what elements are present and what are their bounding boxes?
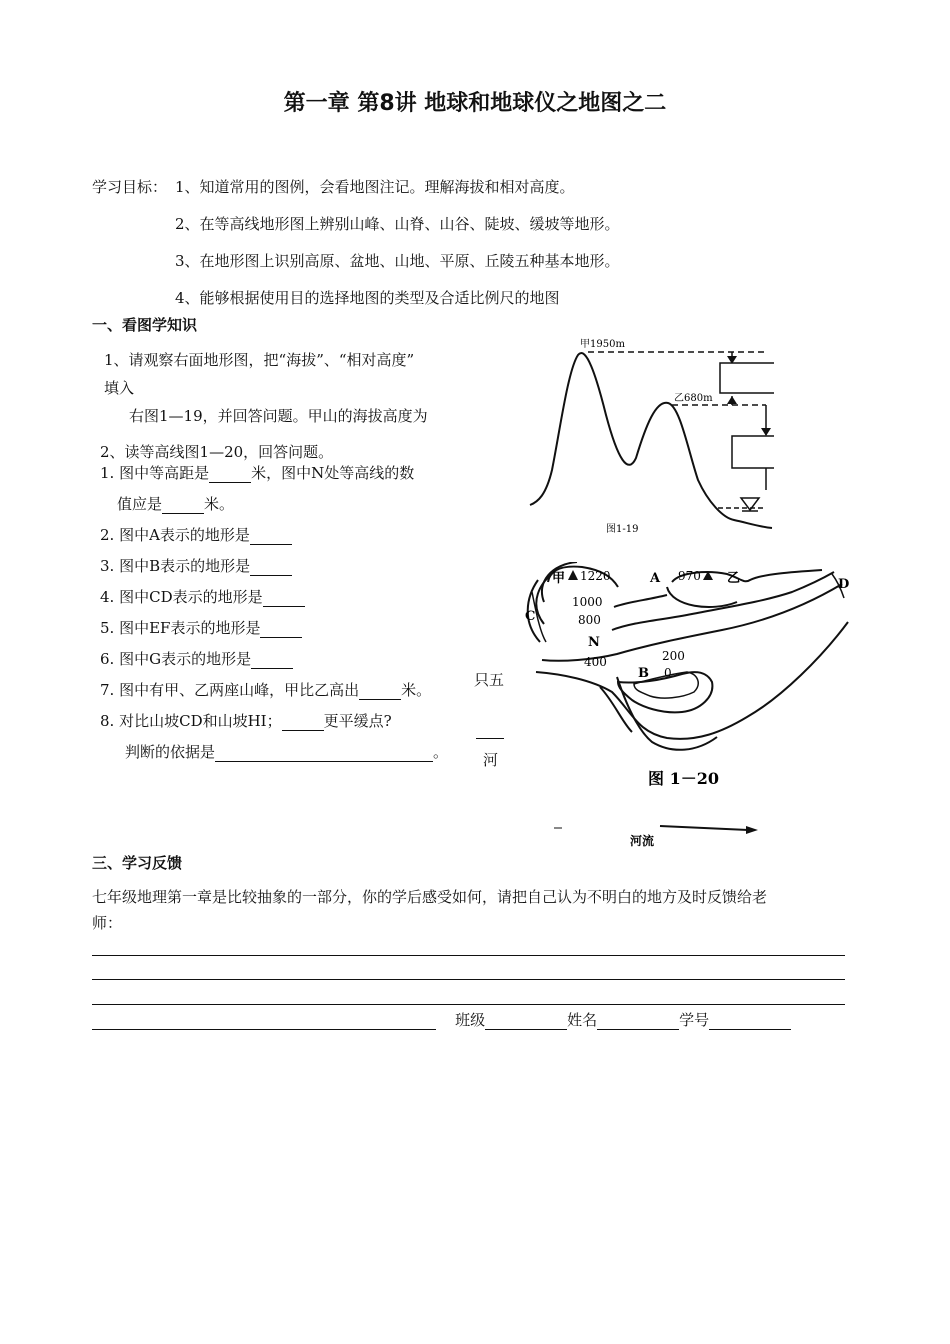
sub-question-1: 1. 图中等高距是 米，图中N处等高线的数 [100, 464, 415, 482]
q1-line2: 填入 [104, 379, 135, 397]
map-label-b: B [638, 666, 649, 681]
river-legend-arrow [660, 826, 748, 830]
student-info-row [92, 1010, 791, 1030]
section-three-heading: 三、学习反馈 [92, 854, 183, 872]
map-label-c: C [525, 609, 536, 624]
name-field[interactable] [597, 1013, 679, 1030]
sub-question-6: 6. 图中G表示的地形是 [100, 649, 293, 669]
figure-1-19-caption: 图1-19 [606, 524, 639, 535]
feedback-line-1[interactable] [92, 955, 845, 956]
feedback-line-4[interactable] [92, 1013, 436, 1030]
name-label: 姓名 [567, 1011, 598, 1029]
goals-prefix: 学习目标： [92, 178, 168, 196]
goal-item-4: 4、能够根据使用目的选择地图的类型及合适比例尺的地图 [175, 289, 560, 307]
class-label: 班级 [455, 1011, 486, 1029]
feedback-line-2[interactable] [92, 979, 845, 980]
peak-jia-icon [568, 570, 578, 580]
cut-fragment-2: 河 [483, 751, 499, 769]
peak-yi-label: 乙680m [674, 393, 713, 404]
sub-question-3: 3. 图中B表示的地形是 [100, 556, 292, 576]
map-label-jia: 甲 [552, 571, 566, 586]
relative-height-arrow-head [761, 428, 771, 436]
q1-line3: 右图1—19，并回答问题。甲山的海拔高度为 [129, 407, 428, 425]
cut-fragment-1: 只五 [474, 671, 504, 689]
cut-fragment-line [476, 738, 504, 739]
page-title: 第一章 第8讲 地球和地球仪之地图之二 [283, 91, 667, 116]
contour-map-figure [522, 562, 854, 854]
sub-question-4: 4. 图中CD表示的地形是 [100, 587, 305, 607]
sub-question-2: 2. 图中A表示的地形是 [100, 525, 292, 545]
q2-text: 2、读等高线图1—20，回答问题。 [100, 443, 334, 461]
map-label-400: 400 [584, 655, 607, 669]
contour-line-200 [536, 622, 848, 739]
goal-item-2: 2、在等高线地形图上辨别山峰、山脊、山谷、陡坡、缓坡等地形。 [175, 215, 620, 233]
arrow-head-up [727, 396, 737, 404]
map-label-800: 800 [578, 613, 601, 627]
figure-1-20-caption: 图 1－20 [648, 769, 719, 788]
q1-line1: 1、请观察右面地形图，把“海拔”、“相对高度” [104, 351, 415, 369]
map-label-970: 970 [678, 569, 701, 583]
class-field[interactable] [485, 1013, 567, 1030]
map-label-1220: 1220 [580, 569, 611, 583]
sub-question-8-reason: 判断的依据是 。 [125, 743, 449, 761]
number-label: 学号 [679, 1011, 710, 1029]
feedback-text-line1: 七年级地理第一章是比较抽象的一部分，你的学后感受如何，请把自己认为不明白的地方及时反馈给老 [92, 888, 768, 906]
section-one-heading: 一、看图学知识 [92, 316, 198, 334]
feedback-text-line2: 师： [92, 914, 123, 932]
hill-i-ring [667, 587, 737, 607]
map-label-200: 200 [662, 649, 685, 663]
answer-box-1 [720, 363, 774, 393]
map-label-n: N [588, 635, 600, 650]
sub-question-5: 5. 图中EF表示的地形是 [100, 618, 302, 638]
peak-jia-label: 甲1950m [580, 339, 625, 350]
map-label-0: 0 [664, 666, 672, 680]
map-label-1000: 1000 [572, 595, 603, 609]
sub-question-1b: 值应是 米。 [117, 495, 235, 513]
river-legend-arrow-head [746, 826, 758, 834]
map-label-yi: 乙 [727, 571, 741, 586]
feedback-line-3[interactable] [92, 1004, 845, 1005]
goal-item-3: 3、在地形图上识别高原、盆地、山地、平原、丘陵五种基本地形。 [175, 252, 620, 270]
contour-line-valley [600, 677, 717, 750]
goal-item-1: 1、知道常用的图例，会看地图注记。理解海拔和相对高度。 [175, 178, 575, 196]
sub-question-8: 8. 对比山坡CD和山坡HI； 更平缓点? [100, 712, 392, 730]
number-field[interactable] [709, 1013, 791, 1030]
map-label-a: A [650, 571, 661, 586]
answer-box-2 [732, 436, 774, 468]
map-label-d: D [838, 577, 850, 592]
river-legend-label: 河流 [630, 834, 655, 848]
terrain-profile-figure [528, 330, 774, 545]
sub-question-7: 7. 图中有甲、乙两座山峰，甲比乙高出 米。 [100, 681, 432, 699]
